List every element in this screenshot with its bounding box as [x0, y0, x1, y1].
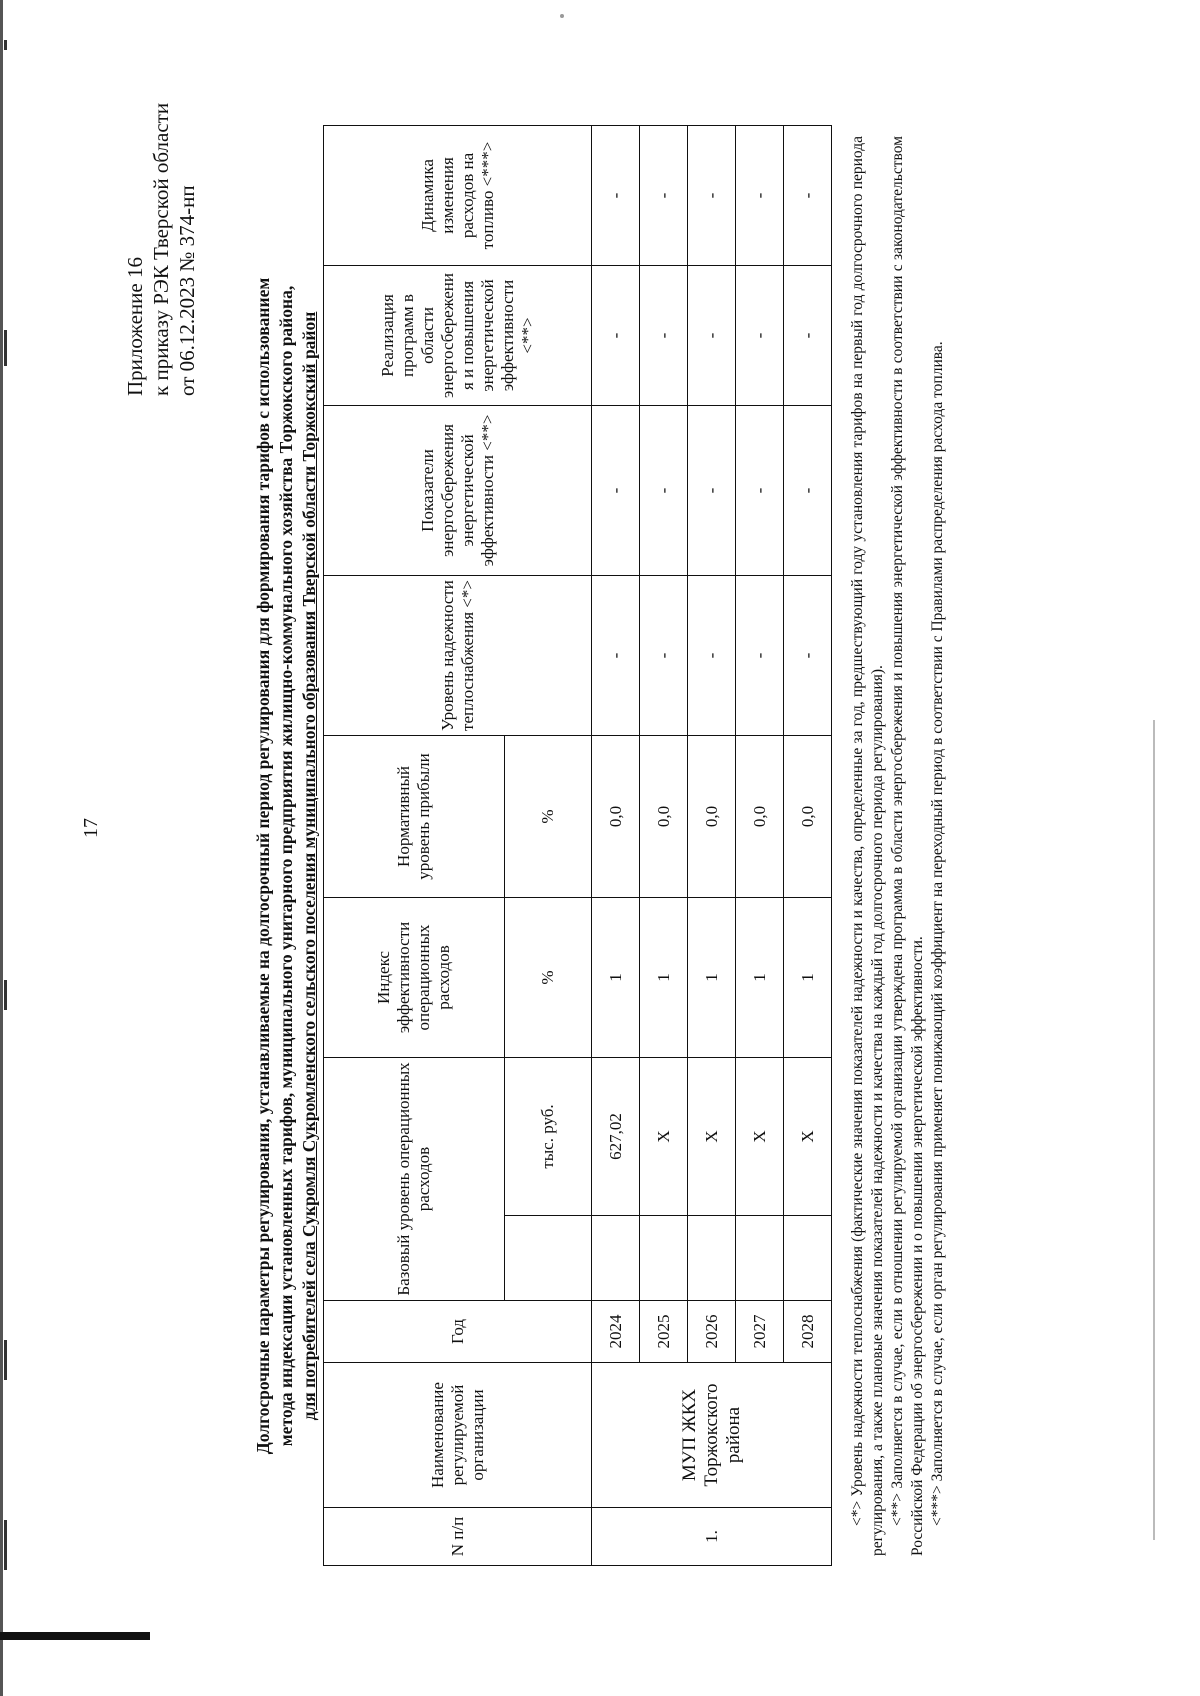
footnote-energy: <**> Заполняется в случае, если в отношении регулируемой организации утверждена программа в области энергосбережения и повышения энергетической эффективности в соответствии с законодательством Российской Федерации об энергосбережении и о повышении энергетической эффективности.	[889, 136, 926, 1556]
cell-index: 1	[592, 897, 640, 1057]
row-number: 1.	[592, 1508, 832, 1566]
title-line-2: метода индексации установленных тарифов, муниципального унитарного предприятия жилищно-коммунального хозяйства Торжокского района,	[276, 285, 296, 1447]
cell-programs: -	[784, 265, 832, 405]
cell-reliability: -	[640, 575, 688, 735]
header-org: Наименование регулируемой организации	[324, 1363, 592, 1508]
cell-base-empty	[736, 1216, 784, 1301]
cell-base: X	[640, 1057, 688, 1215]
cell-base-empty	[592, 1216, 640, 1301]
cell-reliability: -	[688, 575, 736, 735]
page-number: 17	[80, 818, 102, 838]
cell-reliability: -	[736, 575, 784, 735]
cell-reliability: -	[592, 575, 640, 735]
header-profit-unit: %	[505, 735, 592, 897]
cell-index: 1	[784, 897, 832, 1057]
cell-fuel: -	[784, 125, 832, 265]
header-base-empty	[505, 1216, 592, 1301]
cell-profit: 0,0	[784, 735, 832, 897]
header-profit: Нормативный уровень прибыли	[324, 735, 505, 897]
cell-energy: -	[784, 405, 832, 575]
appendix-line-2: к приказу РЭК Тверской области	[149, 102, 173, 396]
cell-profit: 0,0	[592, 735, 640, 897]
table-row	[688, 125, 736, 1565]
header-year: Год	[324, 1301, 592, 1363]
header-index: Индекс эффективности операционных расходов	[324, 897, 505, 1057]
cell-year: 2025	[640, 1301, 688, 1363]
cell-programs: -	[640, 265, 688, 405]
header-num: N п/п	[324, 1508, 592, 1566]
org-name: МУП ЖКХ Торжокского района	[592, 1363, 832, 1508]
cell-programs: -	[592, 265, 640, 405]
cell-profit: 0,0	[736, 735, 784, 897]
cell-base: X	[784, 1057, 832, 1215]
cell-fuel: -	[640, 125, 688, 265]
cell-fuel: -	[688, 125, 736, 265]
cell-year: 2024	[592, 1301, 640, 1363]
title-line-3: для потребителей села Сукромля Сукромленского сельского поселения муниципального образования Тверской области Торжокский район	[299, 311, 319, 1421]
cell-energy: -	[736, 405, 784, 575]
appendix-line-1: Приложение 16	[123, 257, 147, 396]
cell-year: 2027	[736, 1301, 784, 1363]
cell-base: X	[736, 1057, 784, 1215]
cell-reliability: -	[784, 575, 832, 735]
header-reliability: Уровень надежности теплоснабжения <*>	[324, 575, 592, 735]
cell-year: 2026	[688, 1301, 736, 1363]
header-base-unit: тыс. руб.	[505, 1057, 592, 1215]
cell-index: 1	[736, 897, 784, 1057]
cell-fuel: -	[592, 125, 640, 265]
title-line-1: Долгосрочные параметры регулирования, устанавливаемые на долгосрочный период регулирования для формирования тарифов с использованием	[253, 277, 273, 1455]
cell-energy: -	[592, 405, 640, 575]
cell-base-empty	[688, 1216, 736, 1301]
table-row	[736, 125, 784, 1565]
table-row	[592, 125, 640, 1565]
cell-fuel: -	[736, 125, 784, 265]
cell-base-empty	[640, 1216, 688, 1301]
cell-index: 1	[640, 897, 688, 1057]
header-base: Базовый уровень операционных расходов	[324, 1057, 505, 1300]
cell-energy: -	[688, 405, 736, 575]
table-row	[640, 125, 688, 1565]
header-energy: Показатели энергосбережения энергетической эффективности <**>	[324, 405, 592, 575]
cell-profit: 0,0	[640, 735, 688, 897]
cell-energy: -	[640, 405, 688, 575]
footnotes	[848, 136, 948, 1556]
table-row	[784, 125, 832, 1565]
appendix-block	[122, 36, 200, 396]
footnote-fuel: <***> Заполняется в случае, если орган регулирования применяет понижающий коэффициент на переходный период в соответствии с Правилами распределения расхода топлива.	[929, 341, 946, 1526]
cell-index: 1	[688, 897, 736, 1057]
cell-profit: 0,0	[688, 735, 736, 897]
parameters-table-wrap	[323, 126, 832, 1566]
cell-base-empty	[784, 1216, 832, 1301]
cell-programs: -	[688, 265, 736, 405]
appendix-line-3: от 06.12.2023 № 374-нп	[175, 185, 199, 396]
header-programs: Реализация программ в области энергосбережени я и повышения энергетической эффективности <**>	[324, 265, 592, 405]
cell-programs: -	[736, 265, 784, 405]
header-index-unit: %	[505, 897, 592, 1057]
header-fuel: Динамика изменения расходов на топливо <***>	[324, 125, 592, 265]
cell-year: 2028	[784, 1301, 832, 1363]
cell-base: 627,02	[592, 1057, 640, 1215]
footnote-reliability: <*> Уровень надежности теплоснабжения (фактические значения показателей надежности и качества, определенные за год, предшествующий году установления тарифов на первый год долгосрочного периода регулирования, а также плановые значения показателей надежности и качества на каждый год долгосрочного периода регулирования).	[849, 136, 886, 1556]
cell-base: X	[688, 1057, 736, 1215]
document-title	[252, 196, 321, 1536]
parameters-table	[323, 125, 832, 1566]
